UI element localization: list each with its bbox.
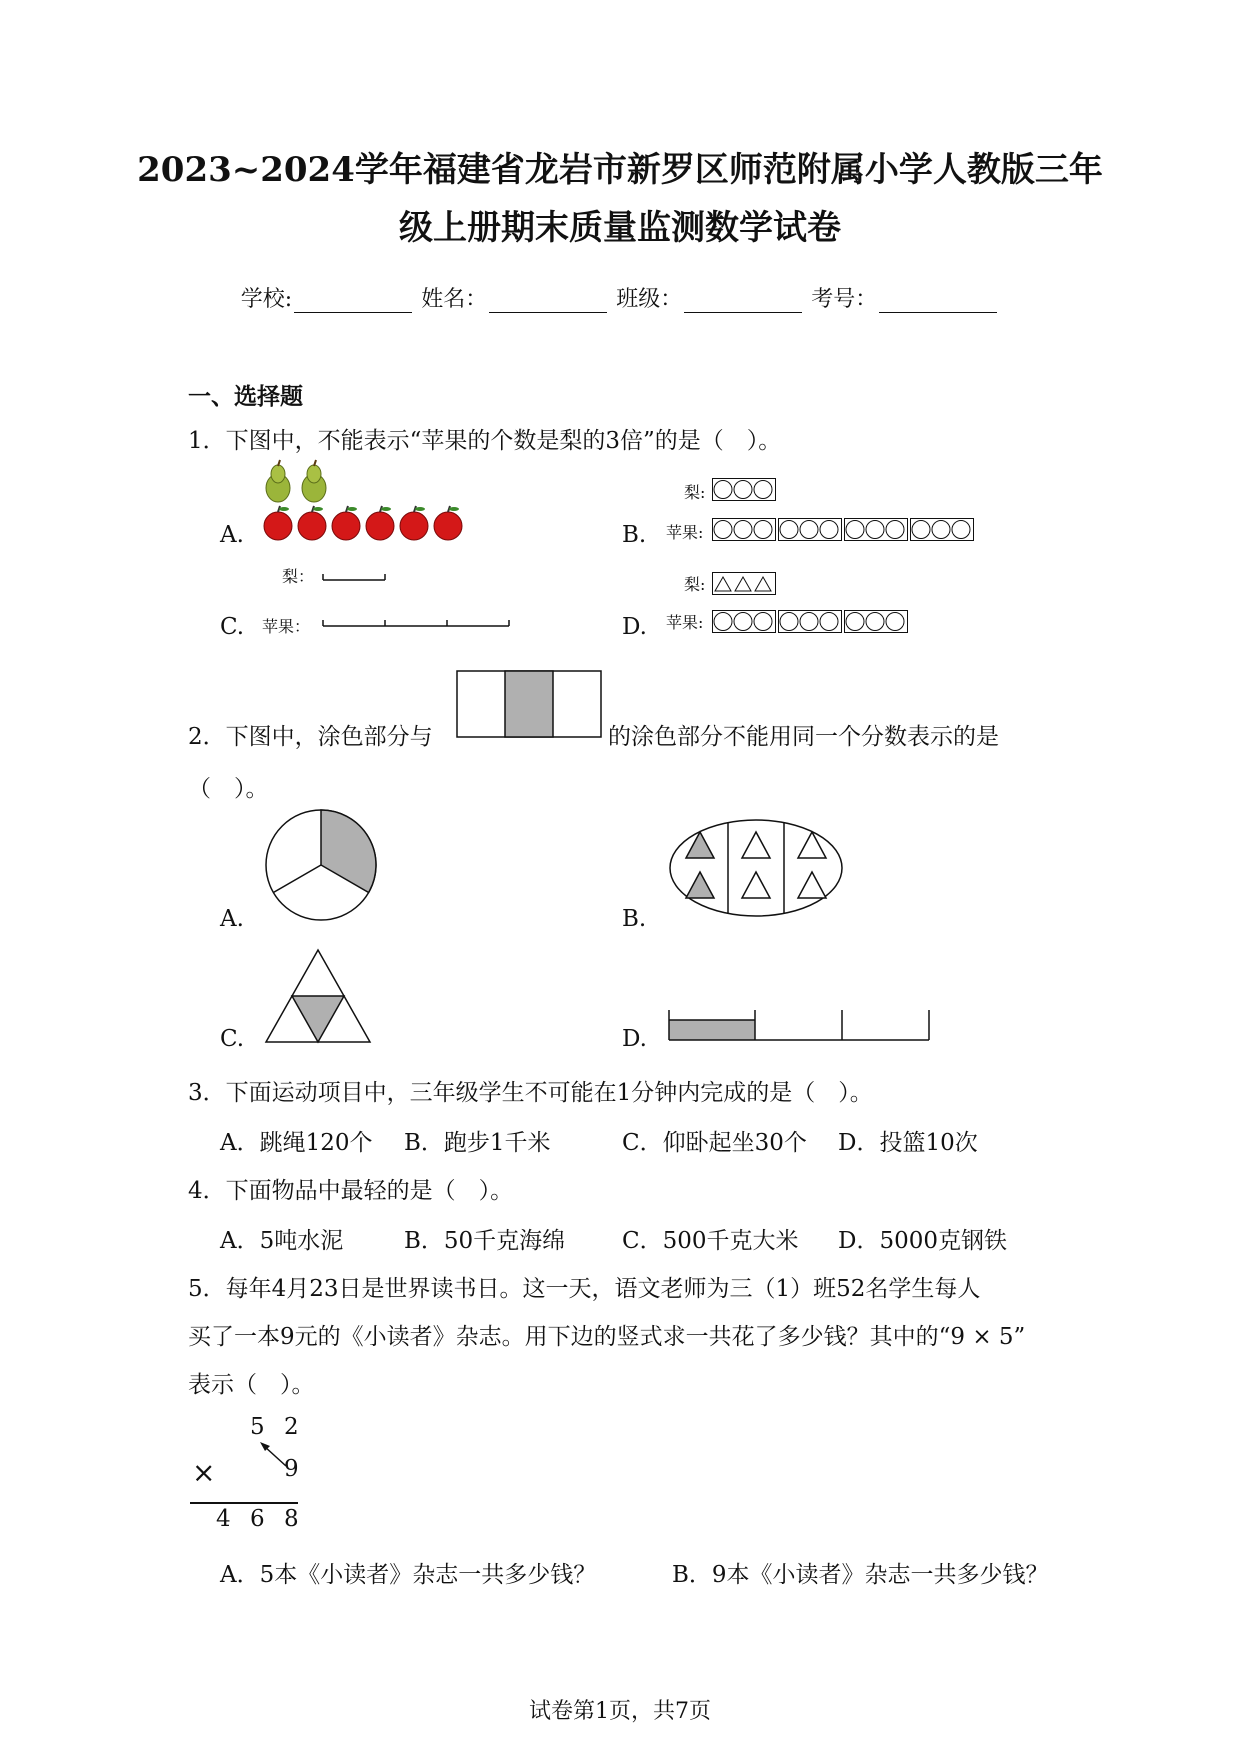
q3-stem: 3．下面运动项目中，三年级学生不可能在1分钟内完成的是（ ）。 bbox=[188, 1080, 873, 1106]
q3-option-d: D．投篮10次 bbox=[838, 1130, 978, 1156]
q1-b-pear-label: 梨: bbox=[684, 483, 706, 502]
student-info-fields bbox=[0, 282, 1240, 313]
q1-option-d-label: D. bbox=[622, 614, 647, 640]
q2-option-a-label: A. bbox=[220, 906, 244, 932]
q3-option-b: B．跑步1千米 bbox=[404, 1130, 551, 1156]
vertical-top-digit-tens: 5 bbox=[250, 1414, 265, 1440]
q1-d-apple-label: 苹果: bbox=[666, 613, 704, 632]
vertical-top-digit-ones: 2 bbox=[284, 1414, 299, 1440]
exam-number-label: 考号： bbox=[811, 287, 878, 312]
multiply-sign: × bbox=[192, 1456, 216, 1489]
section-heading: 一、选择题 bbox=[188, 383, 303, 410]
q2-option-d-bar bbox=[668, 1006, 932, 1042]
exam-title-line1: 2023~2024学年福建省龙岩市新罗区师范附属小学人教版三年 bbox=[137, 150, 1103, 190]
school-blank[interactable] bbox=[294, 290, 412, 313]
q2-reference-rectangle bbox=[456, 670, 606, 740]
q1-c-pear-label: 梨： bbox=[282, 567, 315, 586]
q1-option-c-label: C. bbox=[220, 614, 245, 640]
q2-stem-after: 的涂色部分不能用同一个分数表示的是 bbox=[608, 724, 999, 750]
apple-icon bbox=[366, 506, 394, 540]
q1-c-apple-label: 苹果： bbox=[262, 617, 311, 636]
apple-icon bbox=[298, 506, 326, 540]
q1-d-pear-label: 梨: bbox=[684, 575, 706, 594]
vertical-result-ones: 8 bbox=[284, 1506, 299, 1532]
q1-option-b-circle-diagram bbox=[712, 478, 982, 548]
q4-option-c: C．500千克大米 bbox=[622, 1228, 799, 1254]
vertical-result-hundreds: 4 bbox=[216, 1506, 231, 1532]
q5-option-a: A．5本《小读者》杂志一共多少钱？ bbox=[220, 1562, 597, 1588]
apple-icon bbox=[434, 506, 462, 540]
q2-stem-line2: （ ）。 bbox=[188, 776, 269, 802]
q2-option-a-circle bbox=[264, 808, 380, 924]
page-footer: 试卷第1页，共7页 bbox=[529, 1699, 711, 1724]
q3-option-a: A．跳绳120个 bbox=[220, 1130, 373, 1156]
apple-icon bbox=[264, 506, 292, 540]
apple-icon bbox=[332, 506, 360, 540]
vertical-result-tens: 6 bbox=[250, 1506, 265, 1532]
apple-icon bbox=[400, 506, 428, 540]
q5-option-b: B．9本《小读者》杂志一共多少钱？ bbox=[672, 1562, 1049, 1588]
q1-option-c-line-diagram bbox=[322, 568, 522, 634]
q2-option-b-label: B. bbox=[622, 906, 647, 932]
q2-stem-before: 2．下图中，涂色部分与 bbox=[188, 724, 433, 750]
q2-option-d-label: D. bbox=[622, 1026, 647, 1052]
q4-option-b: B．50千克海绵 bbox=[404, 1228, 566, 1254]
q1-option-a-label: A. bbox=[220, 522, 244, 548]
class-blank[interactable] bbox=[684, 290, 802, 313]
exam-title-line2: 级上册期末质量监测数学试卷 bbox=[399, 208, 841, 248]
pear-icon bbox=[302, 460, 326, 502]
q5-stem-line1: 5．每年4月23日是世界读书日。这一天，语文老师为三（1）班52名学生每人 bbox=[188, 1276, 981, 1302]
q4-option-d: D．5000克钢铁 bbox=[838, 1228, 1007, 1254]
q1-stem: 1．下图中，不能表示“苹果的个数是梨的3倍”的是（ ）。 bbox=[188, 428, 782, 454]
class-label: 班级： bbox=[616, 287, 683, 312]
q4-option-a: A．5吨水泥 bbox=[220, 1228, 344, 1254]
q2-option-c-triangle bbox=[264, 948, 376, 1044]
vertical-arrow-and-line bbox=[190, 1436, 310, 1516]
q2-option-b-oval bbox=[668, 818, 848, 922]
vertical-multiplier: 9 bbox=[284, 1456, 299, 1482]
q3-option-c: C．仰卧起坐30个 bbox=[622, 1130, 807, 1156]
exam-number-blank[interactable] bbox=[879, 290, 997, 313]
q1-b-apple-label: 苹果: bbox=[666, 523, 704, 542]
q2-option-c-label: C. bbox=[220, 1026, 245, 1052]
q1-option-a-fruit-picture bbox=[262, 460, 472, 548]
name-label: 姓名： bbox=[421, 287, 488, 312]
q1-option-d-shape-diagram bbox=[712, 572, 912, 640]
name-blank[interactable] bbox=[489, 290, 607, 313]
school-label: 学校: bbox=[240, 287, 293, 312]
pear-icon bbox=[266, 460, 290, 502]
q4-stem: 4．下面物品中最轻的是（ ）。 bbox=[188, 1178, 514, 1204]
q5-stem-line2: 买了一本9元的《小读者》杂志。用下边的竖式求一共花了多少钱？其中的“9 × 5” bbox=[188, 1324, 1026, 1350]
q1-option-b-label: B. bbox=[622, 522, 647, 548]
q5-stem-line3: 表示（ ）。 bbox=[188, 1372, 315, 1398]
